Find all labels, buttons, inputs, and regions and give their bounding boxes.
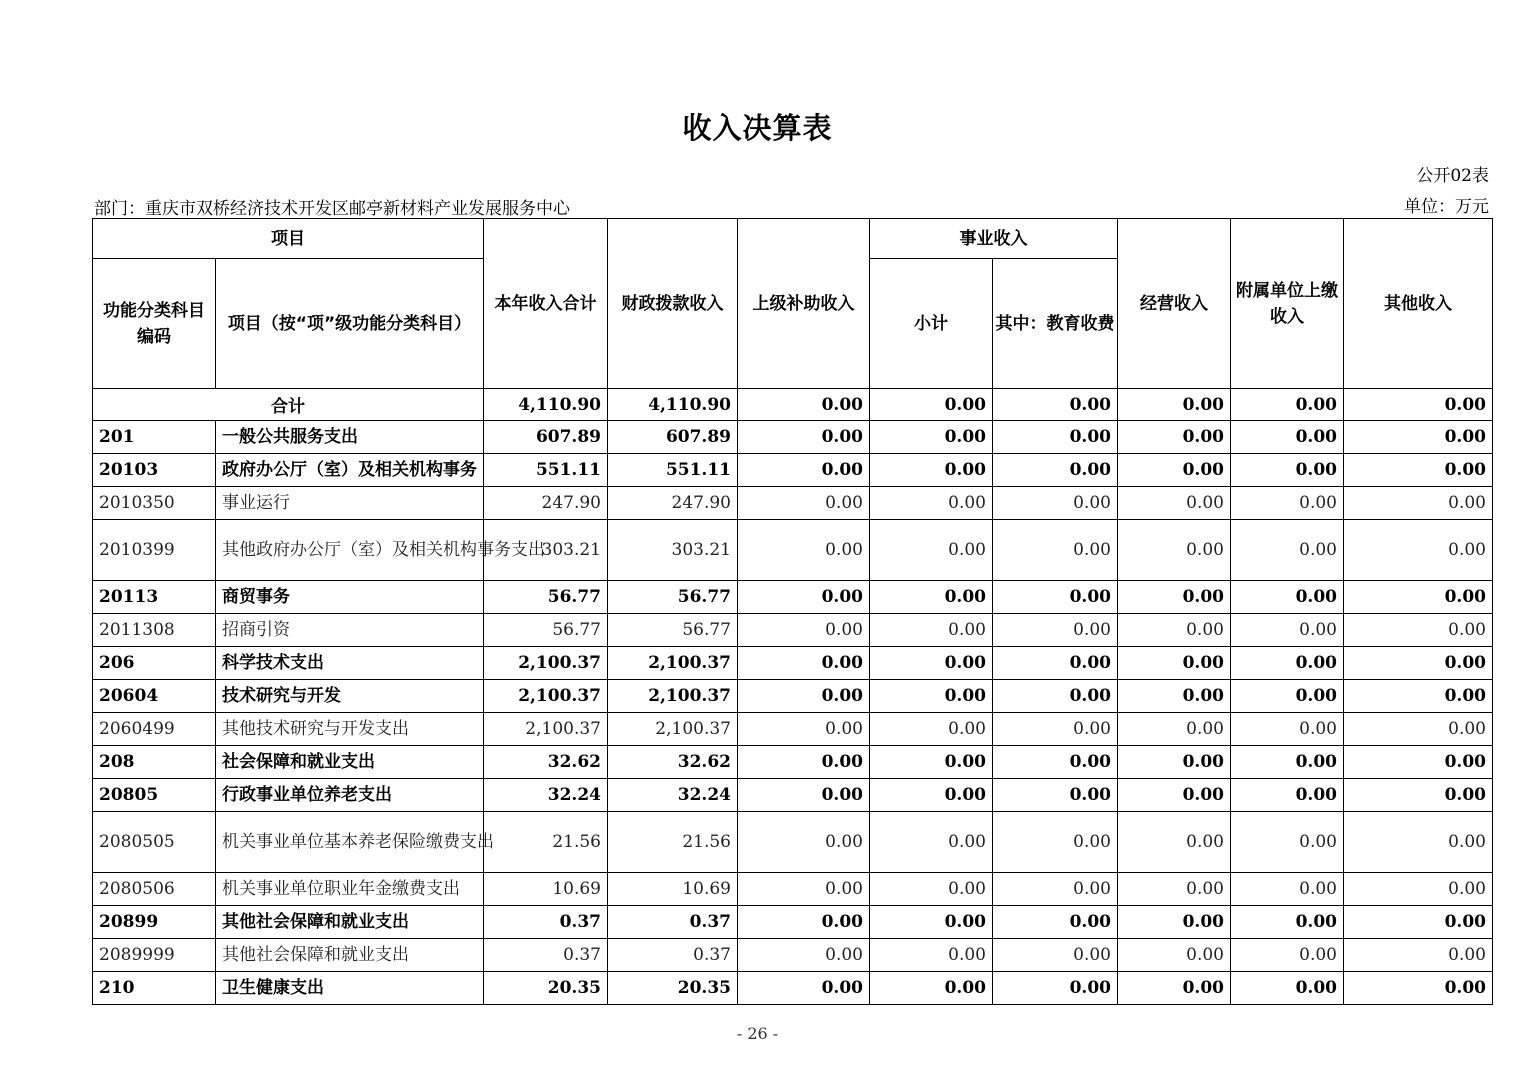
row-value: 0.00 (1344, 779, 1493, 812)
row-value: 0.00 (1118, 647, 1231, 680)
row-value: 0.00 (738, 939, 870, 972)
row-value: 0.00 (870, 939, 993, 972)
row-code: 210 (93, 972, 216, 1005)
row-value: 0.00 (1344, 581, 1493, 614)
row-value: 0.00 (738, 746, 870, 779)
row-value: 0.00 (993, 581, 1118, 614)
row-name: 科学技术支出 (216, 647, 484, 680)
row-value: 0.00 (1344, 614, 1493, 647)
row-value: 0.00 (1231, 812, 1344, 873)
table-row (93, 812, 1493, 873)
header-operating: 经营收入 (1118, 219, 1231, 389)
row-value: 0.00 (1344, 873, 1493, 906)
row-value: 0.00 (1231, 713, 1344, 746)
row-value: 0.00 (870, 487, 993, 520)
row-value: 0.00 (738, 812, 870, 873)
row-value: 0.00 (870, 520, 993, 581)
row-value: 32.24 (608, 779, 738, 812)
row-name: 行政事业单位养老支出 (216, 779, 484, 812)
row-value: 0.00 (1231, 614, 1344, 647)
row-value: 32.24 (484, 779, 608, 812)
total-label: 合计 (93, 389, 484, 421)
row-code: 2089999 (93, 939, 216, 972)
row-value: 0.00 (738, 873, 870, 906)
row-name: 机关事业单位基本养老保险缴费支出 (216, 812, 484, 873)
row-value: 0.00 (993, 873, 1118, 906)
table-row (93, 454, 1493, 487)
table-row (93, 779, 1493, 812)
row-value: 0.00 (870, 812, 993, 873)
row-value: 10.69 (608, 873, 738, 906)
table-row (93, 680, 1493, 713)
row-name: 招商引资 (216, 614, 484, 647)
row-value: 0.00 (1344, 487, 1493, 520)
table-row (93, 939, 1493, 972)
row-value: 56.77 (484, 614, 608, 647)
table-row (93, 487, 1493, 520)
total-cell: 4,110.90 (608, 389, 738, 421)
row-value: 0.00 (993, 421, 1118, 454)
row-value: 32.62 (484, 746, 608, 779)
row-value: 0.00 (1231, 421, 1344, 454)
row-value: 0.00 (1118, 873, 1231, 906)
total-cell: 0.00 (993, 389, 1118, 421)
row-value: 0.00 (738, 906, 870, 939)
row-value: 0.00 (993, 614, 1118, 647)
row-value: 0.00 (870, 713, 993, 746)
row-value: 0.00 (1344, 647, 1493, 680)
row-value: 0.00 (1231, 746, 1344, 779)
row-value: 56.77 (484, 581, 608, 614)
row-value: 0.00 (993, 647, 1118, 680)
table-row (93, 614, 1493, 647)
row-name: 其他社会保障和就业支出 (216, 906, 484, 939)
row-value: 0.00 (1344, 520, 1493, 581)
total-cell: 0.00 (1231, 389, 1344, 421)
row-value: 0.00 (738, 487, 870, 520)
row-value: 0.00 (993, 713, 1118, 746)
row-value: 0.00 (1231, 906, 1344, 939)
row-code: 201 (93, 421, 216, 454)
table-row (93, 713, 1493, 746)
row-value: 0.00 (1118, 520, 1231, 581)
row-code: 20805 (93, 779, 216, 812)
row-value: 0.00 (870, 647, 993, 680)
unit-label: 单位：万元 (1404, 197, 1489, 217)
row-value: 0.00 (1231, 939, 1344, 972)
row-code: 2011308 (93, 614, 216, 647)
row-value: 0.00 (1118, 713, 1231, 746)
income-table (92, 218, 1493, 1005)
row-value: 0.00 (870, 680, 993, 713)
row-value: 0.00 (1118, 906, 1231, 939)
table-row (93, 520, 1493, 581)
row-value: 0.00 (738, 972, 870, 1005)
table-row (93, 647, 1493, 680)
total-cell: 0.00 (1118, 389, 1231, 421)
row-value: 0.00 (738, 680, 870, 713)
row-value: 0.00 (993, 972, 1118, 1005)
total-cell: 0.00 (870, 389, 993, 421)
row-value: 0.00 (1344, 713, 1493, 746)
row-value: 0.00 (1231, 680, 1344, 713)
row-value: 2,100.37 (608, 713, 738, 746)
row-value: 0.00 (1231, 487, 1344, 520)
row-value: 56.77 (608, 581, 738, 614)
table-row (93, 421, 1493, 454)
row-name: 事业运行 (216, 487, 484, 520)
row-value: 0.00 (870, 421, 993, 454)
row-value: 0.00 (870, 614, 993, 647)
header-code: 功能分类科目编码 (93, 259, 216, 389)
row-value: 0.00 (1231, 779, 1344, 812)
header-name: 项目（按“项”级功能分类科目） (216, 259, 484, 389)
table-row (93, 746, 1493, 779)
row-name: 商贸事务 (216, 581, 484, 614)
row-value: 551.11 (484, 454, 608, 487)
row-value: 0.00 (1231, 581, 1344, 614)
row-value: 0.00 (870, 581, 993, 614)
row-value: 0.00 (1118, 939, 1231, 972)
row-value: 0.37 (608, 939, 738, 972)
row-value: 0.00 (1344, 680, 1493, 713)
row-code: 208 (93, 746, 216, 779)
row-name: 卫生健康支出 (216, 972, 484, 1005)
row-value: 0.00 (993, 812, 1118, 873)
row-value: 0.00 (1231, 520, 1344, 581)
header-affiliated: 附属单位上缴收入 (1231, 219, 1344, 389)
header-superior: 上级补助收入 (738, 219, 870, 389)
row-name: 其他政府办公厅（室）及相关机构事务支出 (216, 520, 484, 581)
row-value: 551.11 (608, 454, 738, 487)
row-value: 0.37 (484, 906, 608, 939)
row-value: 607.89 (608, 421, 738, 454)
row-value: 0.00 (993, 779, 1118, 812)
row-value: 0.00 (993, 680, 1118, 713)
row-name: 一般公共服务支出 (216, 421, 484, 454)
row-value: 247.90 (484, 487, 608, 520)
table-row (93, 873, 1493, 906)
row-value: 0.00 (1344, 939, 1493, 972)
row-value: 303.21 (484, 520, 608, 581)
row-value: 0.00 (993, 906, 1118, 939)
page-number: - 26 - (736, 1024, 779, 1043)
row-value: 20.35 (484, 972, 608, 1005)
header-business-income: 事业收入 (870, 219, 1118, 259)
row-value: 0.00 (738, 779, 870, 812)
row-value: 2,100.37 (608, 680, 738, 713)
row-value: 2,100.37 (484, 647, 608, 680)
row-value: 303.21 (608, 520, 738, 581)
row-value: 0.00 (1118, 487, 1231, 520)
table-row (93, 906, 1493, 939)
row-value: 0.00 (1118, 454, 1231, 487)
row-value: 0.00 (738, 581, 870, 614)
department-label: 部门：重庆市双桥经济技术开发区邮亭新材料产业发展服务中心 (94, 199, 570, 219)
row-code: 206 (93, 647, 216, 680)
row-value: 0.00 (870, 746, 993, 779)
row-name: 政府办公厅（室）及相关机构事务 (216, 454, 484, 487)
page-title: 收入决算表 (682, 111, 833, 145)
row-value: 0.00 (1231, 454, 1344, 487)
row-value: 0.00 (1344, 972, 1493, 1005)
row-value: 0.00 (993, 746, 1118, 779)
row-code: 20113 (93, 581, 216, 614)
row-value: 0.00 (993, 454, 1118, 487)
row-value: 0.00 (870, 873, 993, 906)
header-other: 其他收入 (1344, 219, 1493, 389)
row-value: 0.00 (1231, 647, 1344, 680)
row-value: 2,100.37 (608, 647, 738, 680)
header-fiscal: 财政拨款收入 (608, 219, 738, 389)
row-value: 0.00 (1118, 680, 1231, 713)
row-code: 20604 (93, 680, 216, 713)
row-value: 0.00 (738, 421, 870, 454)
row-code: 20899 (93, 906, 216, 939)
row-value: 0.00 (1118, 581, 1231, 614)
row-value: 21.56 (608, 812, 738, 873)
row-value: 10.69 (484, 873, 608, 906)
row-value: 20.35 (608, 972, 738, 1005)
row-code: 2080506 (93, 873, 216, 906)
row-value: 0.00 (738, 713, 870, 746)
row-name: 社会保障和就业支出 (216, 746, 484, 779)
row-value: 2,100.37 (484, 680, 608, 713)
row-value: 0.00 (1344, 812, 1493, 873)
header-edu-fee: 其中：教育收费 (993, 259, 1118, 389)
total-cell: 0.00 (1344, 389, 1493, 421)
row-value: 0.37 (484, 939, 608, 972)
row-value: 0.00 (1344, 454, 1493, 487)
row-value: 0.00 (738, 614, 870, 647)
total-cell: 4,110.90 (484, 389, 608, 421)
row-value: 2,100.37 (484, 713, 608, 746)
row-value: 0.00 (993, 520, 1118, 581)
row-value: 0.00 (1344, 746, 1493, 779)
table-row (93, 972, 1493, 1005)
row-value: 0.00 (1231, 972, 1344, 1005)
row-value: 0.00 (1231, 873, 1344, 906)
total-cell: 0.00 (738, 389, 870, 421)
row-value: 0.00 (1118, 972, 1231, 1005)
row-value: 0.00 (993, 487, 1118, 520)
row-value: 0.00 (1118, 779, 1231, 812)
row-value: 0.00 (738, 520, 870, 581)
row-value: 0.00 (870, 779, 993, 812)
row-value: 0.00 (1344, 906, 1493, 939)
header-subtotal: 小计 (870, 259, 993, 389)
row-value: 0.00 (1118, 746, 1231, 779)
header-total: 本年收入合计 (484, 219, 608, 389)
row-value: 0.00 (993, 939, 1118, 972)
row-code: 2080505 (93, 812, 216, 873)
row-value: 607.89 (484, 421, 608, 454)
row-value: 0.00 (870, 972, 993, 1005)
row-value: 0.00 (1118, 421, 1231, 454)
row-value: 21.56 (484, 812, 608, 873)
row-value: 0.00 (870, 454, 993, 487)
row-value: 0.37 (608, 906, 738, 939)
row-value: 0.00 (1118, 614, 1231, 647)
row-name: 技术研究与开发 (216, 680, 484, 713)
row-code: 20103 (93, 454, 216, 487)
row-value: 56.77 (608, 614, 738, 647)
row-code: 2060499 (93, 713, 216, 746)
total-row (93, 389, 1493, 421)
row-code: 2010399 (93, 520, 216, 581)
table-number: 公开02表 (1416, 166, 1489, 186)
table-row (93, 581, 1493, 614)
row-code: 2010350 (93, 487, 216, 520)
row-name: 机关事业单位职业年金缴费支出 (216, 873, 484, 906)
row-value: 247.90 (608, 487, 738, 520)
row-value: 0.00 (1118, 812, 1231, 873)
row-value: 0.00 (870, 906, 993, 939)
row-name: 其他社会保障和就业支出 (216, 939, 484, 972)
row-value: 0.00 (738, 647, 870, 680)
row-value: 32.62 (608, 746, 738, 779)
header-project: 项目 (93, 219, 484, 259)
row-name: 其他技术研究与开发支出 (216, 713, 484, 746)
row-value: 0.00 (1344, 421, 1493, 454)
row-value: 0.00 (738, 454, 870, 487)
